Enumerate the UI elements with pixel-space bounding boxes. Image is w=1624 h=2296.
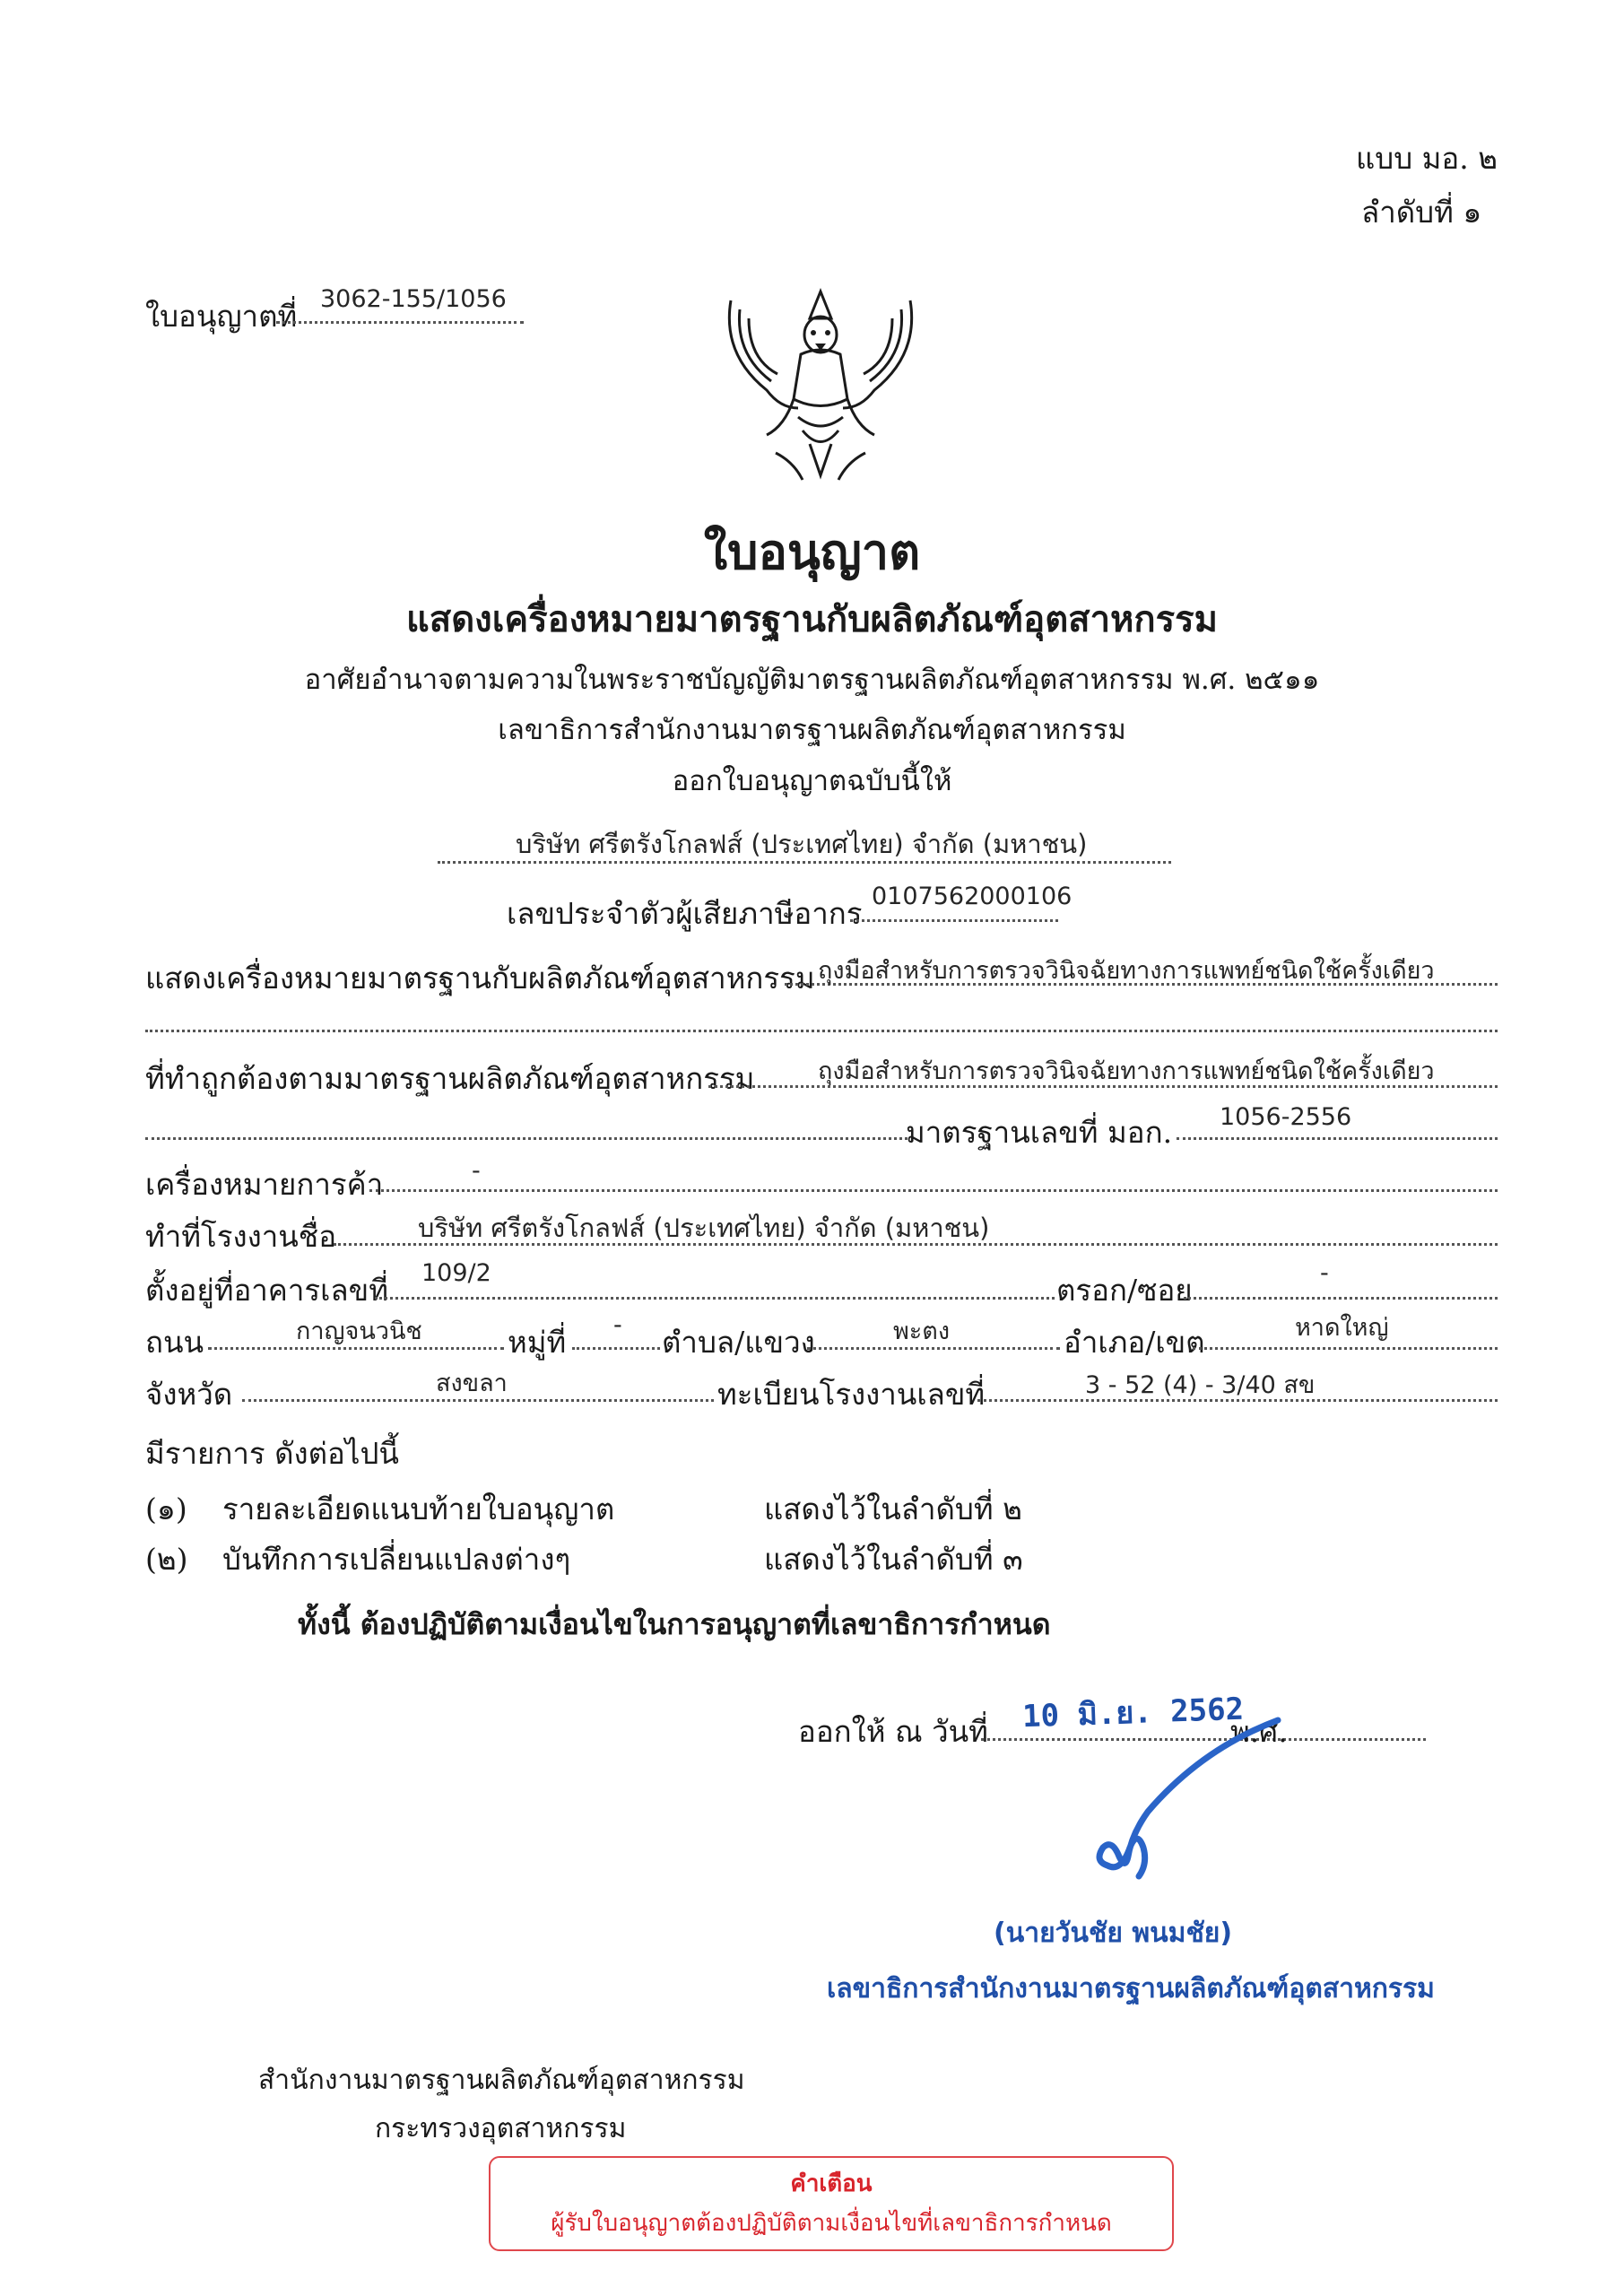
moo-value: - — [613, 1311, 622, 1339]
std-value: 1056-2556 — [1220, 1103, 1352, 1131]
issue-line: ออกใบอนุญาตฉบับนี้ให้ — [672, 765, 952, 797]
subdistrict-label: ตำบล/แขวง — [662, 1325, 815, 1360]
items-intro: มีรายการ ดังต่อไปนี้ — [145, 1436, 399, 1471]
warning-box — [489, 2156, 1174, 2251]
district-dots — [1193, 1347, 1498, 1350]
page-order: ลำดับที่ ๑ — [1361, 195, 1482, 230]
district-value: หาดใหญ่ — [1295, 1314, 1389, 1342]
item-2-num: (๒) — [145, 1542, 188, 1577]
signature — [1067, 1713, 1282, 1892]
condition-text: ทั้งนี้ ต้องปฏิบัติตามเงื่อนไขในการอนุญาตที่เลขาธิการกำหนด — [298, 1607, 1051, 1641]
authority-line: อาศัยอำนาจตามความในพระราชบัญญัติมาตรฐานผลิตภัณฑ์อุตสาหกรรม พ.ศ. ๒๕๑๑ — [304, 664, 1320, 696]
garuda-emblem — [713, 283, 928, 498]
road-value: กาญจนวนิช — [296, 1318, 422, 1345]
road-label: ถนน — [145, 1325, 204, 1360]
subdistrict-value: พะตง — [893, 1318, 951, 1345]
item-2-text: บันทึกการเปลี่ยนแปลงต่างๆ — [222, 1542, 571, 1577]
signatory-name: (นายวันชัย พนมชัย) — [994, 1918, 1233, 1949]
factory-label: ทำที่โรงงานชื่อ — [145, 1219, 337, 1254]
license-no-value: 3062-155/1056 — [320, 285, 507, 313]
address-value: 109/2 — [421, 1259, 491, 1287]
std-dots-left — [145, 1137, 908, 1140]
mark-dots-2 — [145, 1030, 1498, 1032]
warning-text: ผู้รับใบอนุญาตต้องปฏิบัติตามเงื่อนไขที่เลขาธิการกำหนด — [551, 2210, 1112, 2237]
address-dots — [375, 1297, 1055, 1300]
form-code: แบบ มอ. ๒ — [1356, 141, 1498, 176]
item-1-ref: แสดงไว้ในลำดับที่ ๒ — [764, 1492, 1022, 1526]
district-label: อำเภอ/เขต — [1064, 1325, 1205, 1360]
issue-label: ออกให้ ณ วันที่ — [798, 1714, 988, 1749]
reg-label: ทะเบียนโรงงานเลขที่ — [717, 1377, 986, 1412]
trademark-dots — [369, 1189, 1498, 1192]
license-no-label: ใบอนุญาตที่ — [145, 299, 298, 334]
trademark-label: เครื่องหมายการค้า — [145, 1167, 384, 1202]
item-1-num: (๑) — [145, 1492, 187, 1526]
lane-dots — [1184, 1297, 1498, 1300]
lane-value: - — [1320, 1259, 1329, 1287]
item-1-text: รายละเอียดแนบท้ายใบอนุญาต — [222, 1492, 615, 1526]
province-label: จังหวัด — [145, 1377, 233, 1412]
licensee-company: บริษัท ศรีตรังโกลฟส์ (ประเทศไทย) จำกัด (มหาชน) — [516, 829, 1088, 859]
main-title: ใบอนุญาต — [703, 523, 921, 580]
issue-suffix: พ.ศ. — [1230, 1714, 1288, 1749]
province-value: สงขลา — [436, 1370, 508, 1397]
tax-id-value: 0107562000106 — [872, 883, 1073, 910]
office-line-2: กระทรวงอุตสาหกรรม — [375, 2113, 627, 2144]
std-dots — [1177, 1137, 1498, 1140]
reg-value: 3 - 52 (4) - 3/40 สข — [1085, 1371, 1316, 1399]
factory-value: บริษัท ศรีตรังโกลฟส์ (ประเทศไทย) จำกัด (มหาชน) — [418, 1213, 990, 1243]
warning-title: คำเตือน — [790, 2170, 873, 2197]
std-label: มาตรฐานเลขที่ มอก. — [906, 1115, 1173, 1150]
moo-label: หมู่ที่ — [508, 1325, 567, 1360]
item-2-ref: แสดงไว้ในลำดับที่ ๓ — [764, 1542, 1023, 1577]
sub-title: แสดงเครื่องหมายมาตรฐานกับผลิตภัณฑ์อุตสาหกรรม — [406, 598, 1218, 640]
lane-label: ตรอก/ซอย — [1056, 1273, 1193, 1308]
mark-value: ถุงมือสำหรับการตรวจวินิจฉัยทางการแพทย์ชนิดใช้ครั้งเดียว — [818, 957, 1435, 985]
issuer-line: เลขาธิการสำนักงานมาตรฐานผลิตภัณฑ์อุตสาหกรรม — [498, 714, 1126, 746]
mark-label: แสดงเครื่องหมายมาตรฐานกับผลิตภัณฑ์อุตสาหกรรม — [145, 961, 815, 996]
tax-id-dots — [850, 919, 1058, 922]
tax-id-label: เลขประจำตัวผู้เสียภาษีอากร — [507, 896, 863, 931]
signatory-title: เลขาธิการสำนักงานมาตรฐานผลิตภัณฑ์อุตสาหกรรม — [827, 1973, 1435, 2005]
issue-date-stamp: 10 มิ.ย. 2562 — [1021, 1691, 1245, 1735]
conform-value: ถุงมือสำหรับการตรวจวินิจฉัยทางการแพทย์ชนิดใช้ครั้งเดียว — [818, 1057, 1435, 1085]
office-line-1: สำนักงานมาตรฐานผลิตภัณฑ์อุตสาหกรรม — [258, 2065, 745, 2096]
conform-label: ที่ทำถูกต้องตามมาตรฐานผลิตภัณฑ์อุตสาหกรรม — [145, 1061, 755, 1096]
moo-dots — [572, 1347, 660, 1350]
address-label: ตั้งอยู่ที่อาคารเลขที่ — [145, 1273, 388, 1308]
trademark-value: - — [472, 1157, 481, 1185]
license-no-dots — [276, 321, 524, 324]
